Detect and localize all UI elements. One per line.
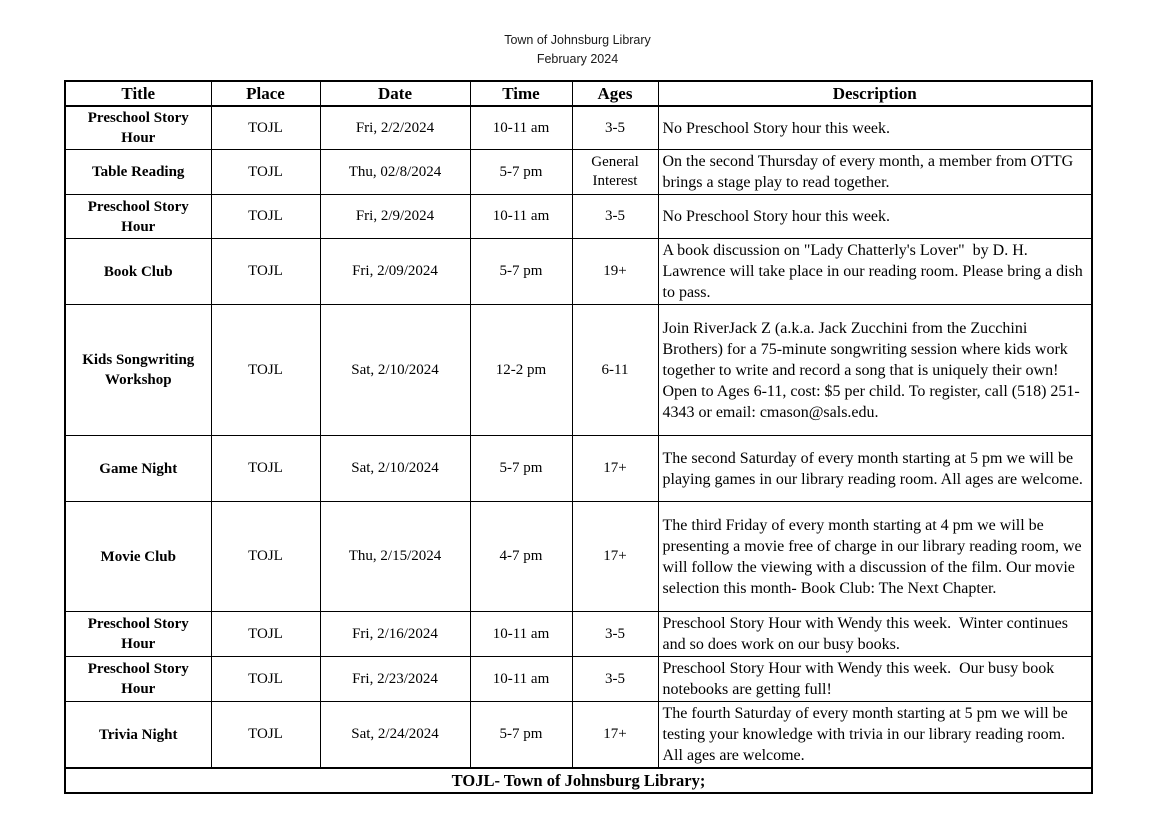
- event-ages-cell: General Interest: [572, 150, 658, 195]
- column-header-time: Time: [470, 81, 572, 106]
- event-description-cell: Preschool Story Hour with Wendy this week. Our busy book notebooks are getting full!: [658, 657, 1092, 702]
- event-description-cell: On the second Thursday of every month, a member from OTTG brings a stage play to read together.: [658, 150, 1092, 195]
- event-title-cell: Trivia Night: [65, 702, 211, 769]
- event-description-cell: The second Saturday of every month starting at 5 pm we will be playing games in our library reading room. All ages are welcome.: [658, 436, 1092, 502]
- event-time-cell: 4-7 pm: [470, 502, 572, 612]
- event-description-cell: Join RiverJack Z (a.k.a. Jack Zucchini from the Zucchini Brothers) for a 75-minute songwriting session where kids work together to write and record a song that is uniquely their own! Open to Ages 6-11, cost: $5 per child. To register, call (518) 251-4343 or email: cmason@sals.edu.: [658, 305, 1092, 436]
- event-ages-cell: 3-5: [572, 106, 658, 150]
- event-place-cell: TOJL: [211, 502, 320, 612]
- table-row: [65, 239, 1092, 305]
- event-time-cell: 12-2 pm: [470, 305, 572, 436]
- event-ages-cell: 17+: [572, 702, 658, 769]
- event-description-cell: A book discussion on "Lady Chatterly's Lover" by D. H. Lawrence will take place in our reading room. Please bring a dish to pass.: [658, 239, 1092, 305]
- event-place-cell: TOJL: [211, 195, 320, 239]
- event-title-cell: Book Club: [65, 239, 211, 305]
- event-ages-cell: 19+: [572, 239, 658, 305]
- event-place-cell: TOJL: [211, 239, 320, 305]
- event-place-cell: TOJL: [211, 305, 320, 436]
- event-place-cell: TOJL: [211, 106, 320, 150]
- event-place-cell: TOJL: [211, 436, 320, 502]
- event-time-cell: 5-7 pm: [470, 702, 572, 769]
- event-title-cell: Preschool Story Hour: [65, 612, 211, 657]
- event-description-cell: The third Friday of every month starting at 4 pm we will be presenting a movie free of charge in our library reading room, we will follow the viewing with a discussion of the film. Our movie selection this month- Book Club: The Next Chapter.: [658, 502, 1092, 612]
- event-ages-cell: 3-5: [572, 657, 658, 702]
- event-time-cell: 10-11 am: [470, 195, 572, 239]
- event-date-cell: Fri, 2/2/2024: [320, 106, 470, 150]
- event-place-cell: TOJL: [211, 657, 320, 702]
- event-date-cell: Thu, 02/8/2024: [320, 150, 470, 195]
- column-header-place: Place: [211, 81, 320, 106]
- event-place-cell: TOJL: [211, 702, 320, 769]
- table-row: [65, 150, 1092, 195]
- event-description-cell: No Preschool Story hour this week.: [658, 195, 1092, 239]
- events-table: [64, 80, 1093, 794]
- event-time-cell: 10-11 am: [470, 657, 572, 702]
- event-time-cell: 10-11 am: [470, 612, 572, 657]
- table-footer-note: TOJL- Town of Johnsburg Library;: [65, 768, 1092, 793]
- event-date-cell: Sat, 2/24/2024: [320, 702, 470, 769]
- event-place-cell: TOJL: [211, 150, 320, 195]
- event-ages-cell: 17+: [572, 502, 658, 612]
- event-date-cell: Sat, 2/10/2024: [320, 305, 470, 436]
- event-date-cell: Fri, 2/23/2024: [320, 657, 470, 702]
- event-time-cell: 5-7 pm: [470, 150, 572, 195]
- event-title-cell: Movie Club: [65, 502, 211, 612]
- event-description-cell: No Preschool Story hour this week.: [658, 106, 1092, 150]
- event-date-cell: Fri, 2/09/2024: [320, 239, 470, 305]
- event-title-cell: Kids Songwriting Workshop: [65, 305, 211, 436]
- event-title-cell: Preschool Story Hour: [65, 195, 211, 239]
- column-header-title: Title: [65, 81, 211, 106]
- event-date-cell: Fri, 2/9/2024: [320, 195, 470, 239]
- event-time-cell: 5-7 pm: [470, 239, 572, 305]
- event-title-cell: Preschool Story Hour: [65, 106, 211, 150]
- footer-row: [65, 768, 1092, 793]
- event-ages-cell: 3-5: [572, 612, 658, 657]
- table-row: [65, 195, 1092, 239]
- table-row: [65, 702, 1092, 769]
- column-header-ages: Ages: [572, 81, 658, 106]
- column-header-description: Description: [658, 81, 1092, 106]
- event-title-cell: Game Night: [65, 436, 211, 502]
- event-date-cell: Sat, 2/10/2024: [320, 436, 470, 502]
- event-title-cell: Preschool Story Hour: [65, 657, 211, 702]
- table-row: [65, 612, 1092, 657]
- document-header: [0, 31, 1155, 69]
- events-table-container: [64, 80, 1093, 794]
- event-ages-cell: 17+: [572, 436, 658, 502]
- header-row: [65, 81, 1092, 106]
- event-date-cell: Fri, 2/16/2024: [320, 612, 470, 657]
- event-title-cell: Table Reading: [65, 150, 211, 195]
- document-subtitle: February 2024: [536, 52, 619, 66]
- event-time-cell: 10-11 am: [470, 106, 572, 150]
- table-row: [65, 502, 1092, 612]
- column-header-date: Date: [320, 81, 470, 106]
- table-row: [65, 436, 1092, 502]
- event-time-cell: 5-7 pm: [470, 436, 572, 502]
- event-description-cell: The fourth Saturday of every month starting at 5 pm we will be testing your knowledge with trivia in our library reading room. All ages are welcome.: [658, 702, 1092, 769]
- document-title: Town of Johnsburg Library: [504, 33, 651, 47]
- event-date-cell: Thu, 2/15/2024: [320, 502, 470, 612]
- table-row: [65, 305, 1092, 436]
- event-description-cell: Preschool Story Hour with Wendy this week. Winter continues and so does work on our busy books.: [658, 612, 1092, 657]
- event-place-cell: TOJL: [211, 612, 320, 657]
- table-row: [65, 106, 1092, 150]
- table-row: [65, 657, 1092, 702]
- event-ages-cell: 3-5: [572, 195, 658, 239]
- event-ages-cell: 6-11: [572, 305, 658, 436]
